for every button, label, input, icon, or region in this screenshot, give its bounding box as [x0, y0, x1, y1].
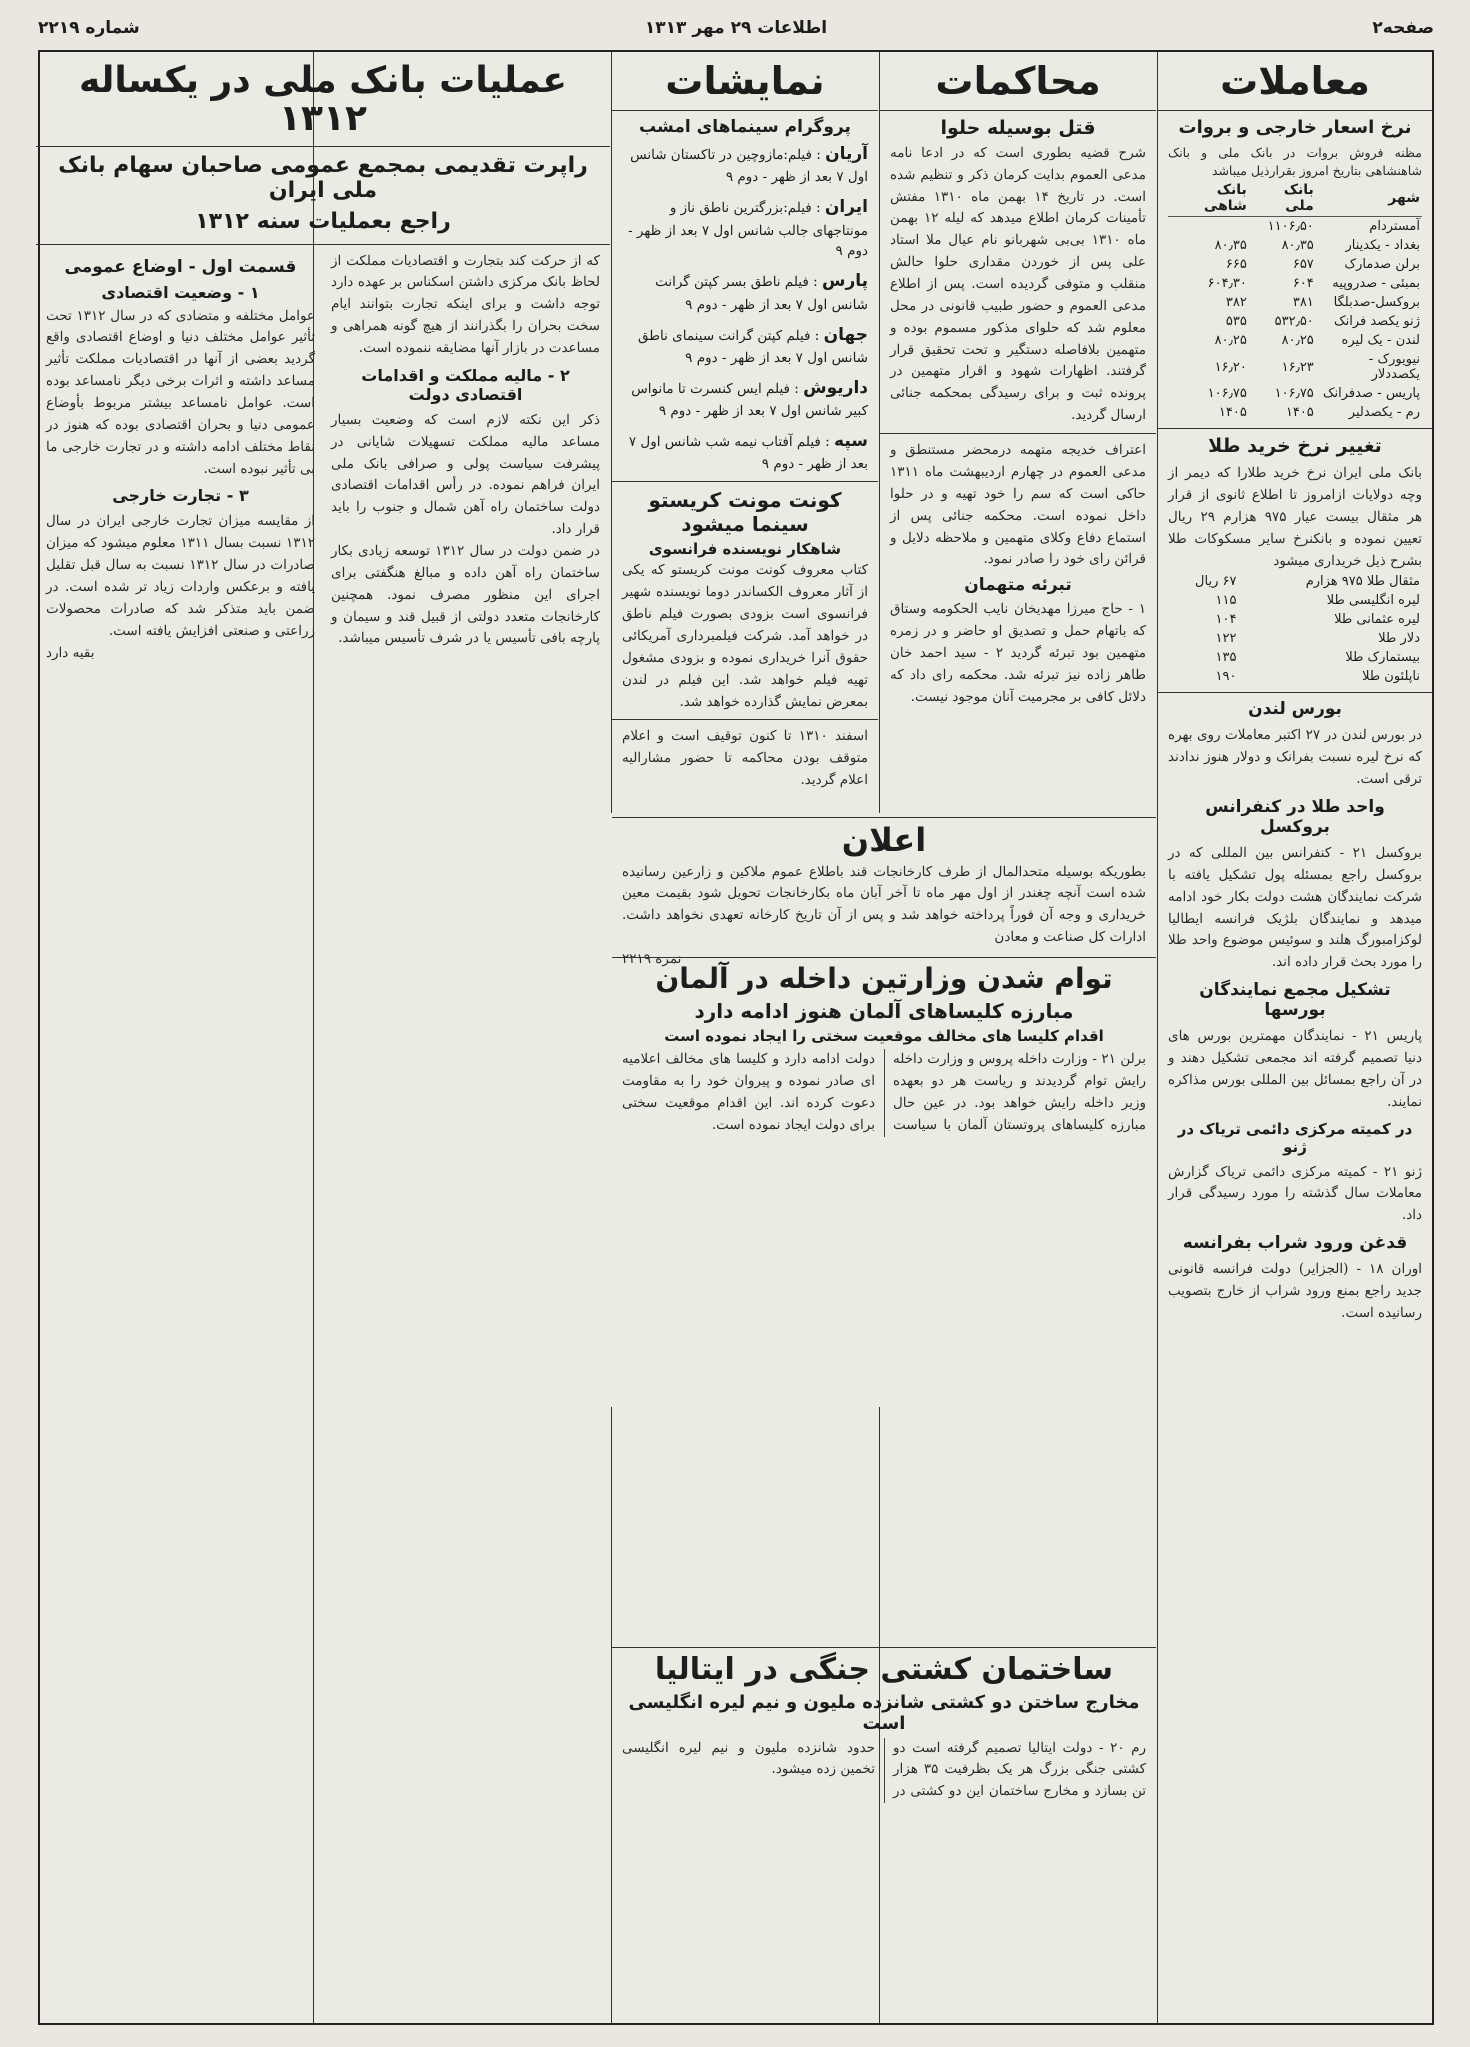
brokers-heading: تشکیل مجمع نمایندگان بورسها [1199, 980, 1391, 1021]
rates-heading: نرخ اسعار خارجی و بروات [1178, 116, 1412, 138]
bank-subtitle: راپرت تقدیمی بمجمع عمومی صاحبان سهام بانک ملی ایران [58, 152, 588, 203]
rate-shahi: ۱۴۰۵ [1218, 405, 1247, 421]
gold-price: ۱۳۵ [1215, 650, 1237, 666]
announcement-title: اعلان [841, 821, 927, 859]
rate-row [1168, 312, 1422, 331]
gold-price: ۱۱۵ [1215, 593, 1237, 609]
rate-shahi: ۸۰٫۳۵ [1214, 238, 1247, 254]
issue-number: شماره ۲۲۱۹ [38, 18, 140, 38]
rate-melli: ۱۶٫۲۳ [1281, 359, 1314, 375]
rate-city: پاریس - صدفرانک [1322, 386, 1420, 402]
germany-subheading: مبارزه کلیساهای آلمان هنوز ادامه دارد [694, 999, 1074, 1024]
gold-row [1168, 610, 1422, 629]
italy-text: رم ۲۰ - دولت ایتالیا تصمیم گرفته است دو کشتی جنگی بزرگ هر یک بظرفیت ۳۵ هزار تن بسازد و مخارج ساختمان این دو کشتی در حدود شانزده ملیون و نیم لیره انگلیسی تخمین زده میشود. [622, 1739, 1146, 1800]
cinema-item: جهان : فیلم کپتن گرانت سینمای ناطق شانس اول ۷ بعد از ظهر - دوم ۹ [638, 324, 868, 366]
cinema-item: آریان : فیلم:مازوچین در تاکستان شانس اول ۷ بعد از ظهر - دوم ۹ [630, 143, 868, 186]
wine-text: اوران ۱۸ - (الجزایر) دولت فرانسه قانونی جدید راجع بمنع ورود شراب از خارج بتصویب رسانیده است. [1168, 1261, 1422, 1321]
header-city: شهر [1316, 180, 1422, 217]
cinema-list [622, 141, 868, 476]
montecristo-subheading: شاهکار نویسنده فرانسوی [648, 540, 842, 559]
rate-melli: ۱۴۰۵ [1285, 405, 1314, 421]
rate-shahi: ۳۸۲ [1225, 295, 1247, 311]
transactions-title: معاملات [1220, 59, 1370, 103]
continued-note: بقیه دارد [46, 644, 95, 661]
bank-left-text: در ضمن دولت در سال ۱۳۱۲ توسعه زیادی بکار ساختمان راه آهن داده و مبالغ هنگفتی برای اجرای این منظور مصرف نمود. همچنین کارخانجات متعدد دولتی از قبیل قند و سیمان و پارچه بافی تأسیس یا در شرف تأسیس میباشد. [331, 543, 600, 647]
rate-melli: ۱۱۰۶٫۵۰ [1267, 219, 1314, 235]
gold-price: ۶۷ ریال [1195, 574, 1237, 590]
rate-city: آمستردام [1369, 219, 1420, 235]
bank-title: عملیات بانک ملی در یکساله ۱۳۱۲ [79, 60, 567, 139]
rate-row [1168, 293, 1422, 312]
rate-row [1168, 217, 1422, 237]
rate-city: بروکسل-صدبلگا [1333, 295, 1420, 311]
germany-title: توام شدن وزارتین داخله در آلمان [655, 962, 1113, 995]
rate-shahi: ۱۶٫۲۰ [1214, 359, 1247, 375]
part1-text: عوامل مختلفه و متضادی که در سال ۱۳۱۲ تحت تأثیر عوامل مختلف دنیا و اوضاع اقتصادی واقع گردید بعضی از آنها در اقتصادیات مملکت تأثیر مساعد داشته و اثرات برخی دیگر نامساعد بوده است. عوامل نامساعد بیشتر مربوط بأوضاع عمومی دنیا و بحران اقتصادی بوده که هنوز در نقاط مختلف ادامه داشته و در تجارت خارجی ما بی تأثیر نبوده است. [46, 307, 315, 477]
trials-body-1: شرح قضیه بطوری است که در ادعا نامه مدعی العموم بدایت کرمان ذکر و تنظیم شده است. در تاریخ ۱۴ بهمن ماه ۱۳۱۰ مفتش تأمینات کرمان اطلاع میدهد که لیله ۱۲ بهمن ماه ۱۳۱۰ بی‌بی شهربانو نام عیال ملا استاد علی پس از خوردن مقداری حلوا حالش منقلب و متوفی گردیده است. پس از اطلاع مدعی العموم و حضور طبیب قانونی در محل معلوم شد که حلوای مذکور مسموم بوده و متهمین بلافاصله دستگیر و تحت تحقیق قرار گرفتند. اظهارات شهود و اقرار متهمین در پرونده ثبت و برای رسیدگی بمحکمه جنائی ارسال گردید. [890, 144, 1146, 424]
wine-heading: قدغن ورود شراب بفرانسه [1182, 1233, 1408, 1254]
rate-shahi: ۵۳۵ [1225, 314, 1247, 330]
gold-row [1168, 629, 1422, 648]
rate-row [1168, 236, 1422, 255]
rate-melli: ۶۰۴ [1292, 276, 1314, 292]
trials-column [880, 52, 1156, 811]
rate-shahi: ۱۰۶٫۷۵ [1207, 386, 1247, 402]
gold-price: ۱۹۰ [1215, 669, 1237, 685]
rate-city: بمبئی - صدروپیه [1332, 276, 1420, 292]
shows-title: نمایشات [665, 59, 825, 103]
cinema-name: پارس [821, 271, 868, 292]
program-heading: پروگرام سینماهای امشب [639, 116, 851, 137]
rate-row [1168, 403, 1422, 422]
rate-city: نیویورک - یکصددلار [1368, 352, 1420, 383]
bank-subtitle-2: راجع بعملیات سنه ۱۳۱۲ [195, 208, 451, 234]
gold-row [1168, 648, 1422, 667]
gold-item: مثقال طلا ۹۷۵ هزارم [1305, 574, 1420, 590]
header-melli: بانک ملی [1249, 180, 1316, 217]
rate-row [1168, 274, 1422, 293]
finance-text: ذکر این نکته لازم است که وضعیت بسیار مساعد مالیه مملکت تسهیلات شایانی در پیشرفت سیاست پولی و صرافی بانک ملی ایران فراهم نموده. در رأس اقدامات اقتصادی دولت ساختمان راه آهن شمال و جنوب را باید قرار داد. [331, 411, 600, 538]
rate-row [1168, 350, 1422, 384]
rate-shahi: ۶۶۵ [1225, 257, 1247, 273]
cinema-program: فیلم ایس کنسرت تا مانواس کبیر شانس اول ۷ بعد از ظهر - دوم ۹ [631, 380, 868, 420]
date-line: اطلاعات ۲۹ مهر ۱۳۱۳ [644, 18, 828, 38]
gold-row [1168, 591, 1422, 610]
masthead [38, 12, 1434, 46]
italy-title: ساختمان کشتی جنگی در ایتالیا [654, 1652, 1114, 1687]
cinema-name: جهان [823, 324, 868, 345]
bank-col-right [331, 251, 600, 665]
bourse-heading: بورس لندن [1248, 699, 1342, 720]
gold-row [1168, 572, 1422, 591]
page-number: صفحه۲ [1372, 18, 1434, 38]
rate-row [1168, 255, 1422, 274]
montecristo-text: کتاب معروف کونت مونت کریستو که یکی از آثار معروف الکساندر دوما نویسنده شهیر فرانسوی است بزودی بصورت فیلم ناطق در خواهد آمد. شرکت فیلمبرداری آمریکائی حقوق آنرا خریداری نموده و بزودی مشغول تهیه فیلم خواهد شد. این فیلم در لندن بمعرض نمایش گذارده خواهد شد. [622, 562, 868, 710]
announcement-ref: نمره ۲۲۱۹ [622, 951, 682, 968]
rate-melli: ۱۰۶٫۷۵ [1274, 386, 1314, 402]
germany-story [612, 957, 1156, 1407]
rate-city: لندن - یک لیره [1341, 333, 1420, 349]
rate-shahi: ۶۰۴٫۳۰ [1207, 276, 1247, 292]
verdict-heading: تبرئه متهمان [964, 575, 1072, 596]
gold-row [1168, 667, 1422, 686]
rate-city: ژنو یکصد فرانک [1333, 314, 1420, 330]
gold-item: لیره انگلیسی طلا [1326, 593, 1420, 609]
cinema-program: فیلم آفتاب نیمه شب شانس اول ۷ بعد از ظهر - دوم ۹ [628, 434, 868, 473]
header-shahi: بانک شاهی [1168, 180, 1249, 217]
newspaper-page [38, 50, 1434, 2025]
gold-text: بانک ملی ایران نرخ خرید طلارا که دیمر از وچه دولایات ازامروز تا اطلاع ثانوی از قرار هر مثقال بیست عیار ۹۷۵ هزارم ۲۹ ریال تعیین نموده و بانکنرخ سایر مسکوکات طلا بشرح ذیل خریداری میشود [1168, 465, 1423, 569]
cinema-item: ایران : فیلم:بزرگترین ناطق ناز و مونتاجهای جالب شانس اول ۷ بعد از ظهر - دوم ۹ [628, 197, 868, 260]
cinema-item: سپه : فیلم آفتاب نیمه شب شانس اول ۷ بعد از ظهر - دوم ۹ [628, 431, 868, 473]
gold-item: دلار طلا [1378, 631, 1420, 647]
cinema-name: داریوش [803, 377, 868, 398]
bourse-text: در بورس لندن در ۲۷ اکتبر معاملات روی بهره که نرخ لیره نسبت بفرانک و دولار هنوز ندادند ترقی است. [1168, 727, 1422, 788]
rate-city: برلن صدمارک [1344, 257, 1420, 273]
cinema-program: فیلم ناطق بسر کپتن گرانت شانس اول ۷ بعد از ظهر - دوم ۹ [655, 274, 868, 313]
part1-heading: قسمت اول - اوضاع عمومی [64, 256, 297, 277]
cinema-program: فیلم کپتن گرانت سینمای ناطق شانس اول ۷ بعد از ظهر - دوم ۹ [638, 327, 868, 366]
gold-price: ۱۰۴ [1215, 612, 1237, 628]
cinema-name: ایران [824, 197, 868, 218]
part1-subheading: ۱ - وضعیت اقتصادی [101, 282, 260, 302]
notice-text: اسفند ۱۳۱۰ تا کنون توقیف است و اعلام متوقف بودن محاکمه تا حضور مشارالیه اعلام گردید. [622, 728, 868, 789]
rate-row [1168, 384, 1422, 403]
rate-city: بغداد - یکدینار [1345, 238, 1420, 254]
transactions-column [1158, 52, 1432, 2023]
announcement-text: بطوریکه بوسیله متحدالمال از طرف کارخانجات قند باطلاع عموم ملاکین و زارعین رسانیده شده است آنچه چغندر از اول مهر ماه تا آخر آبان ماه بکارخانجات تحویل شود بقیمت معین خریداری و وجه آن فوراً پرداخته خواهد شد و پس از آن تاریخ کارخانه تعهدی نخواهد داشت. ادارات کل صناعت و معادن [622, 863, 1146, 946]
germany-text: برلن ۲۱ - وزارت داخله پروس و وزارت داخله رایش توام گردیدند و ریاست هر دو بعهده وزیر داخله رایش خواهد بود. در عین حال مبارزه کلیساهای پروتستان آلمان با سیاست دولت ادامه دارد و کلیسا های مخالف اعلامیه ای صادر نموده و پیروان خود را به مقاومت دعوت کرده اند. این اقدام موقعیت سختی برای دولت ایجاد نموده است. [622, 1051, 1146, 1133]
rate-city: رم - یکصدلیر [1348, 405, 1420, 421]
gold-heading: تغییر نرخ خرید طلا [1208, 435, 1382, 458]
brokers-text: پاریس ۲۱ - نمایندگان مهمترین بورس های دنیا تصمیم گرفته اند مجمعی تشکیل دهند و در آن راجع بمسائل بین المللی بورس مذاکره نمایند. [1168, 1028, 1422, 1110]
trials-body-2: اعتراف خدیجه متهمه درمحضر مستنطق و مدعی العموم در چهارم اردیبهشت ماه ۱۳۱۱ حاکی است که سم را خود تهیه و در حلوا داخل نموده است. محکمه جنائی پس از استماع دفاع وکلای متهمین و ملاحظه دلایل و قرائن رای خود را صادر نمود. [890, 442, 1146, 568]
bank-col-left [46, 251, 315, 665]
bank-column [36, 52, 610, 2023]
cinema-item: پارس : فیلم ناطق بسر کپتن گرانت شانس اول ۷ بعد از ظهر - دوم ۹ [655, 271, 868, 313]
rate-shahi: ۸۰٫۲۵ [1214, 333, 1247, 349]
bank-intro-text: که از حرکت کند بتجارت و اقتصادیات مملکت از لحاظ بانک مرکزی داشتن اسکناس بر عهده دارد توجه داشت و برای اینکه تجارت بتوانند ایام سخت بحران را بگذرانند از هیچ گونه همراهی و مساعدت در بازار آنها مضایقه ننموده است. [331, 252, 600, 357]
germany-subheading-2: اقدام کلیسا های مخالف موقعیت سختی را ایجاد نموده است [664, 1027, 1104, 1046]
gold-table [1168, 572, 1422, 686]
finance-heading: ۲ - مالیه مملکت و اقدامات اقتصادی دولت [361, 365, 570, 404]
rate-row [1168, 331, 1422, 350]
rates-header-row [1168, 180, 1422, 217]
cinema-name: سپه [834, 431, 868, 452]
montecristo-heading: کونت مونت کریستو سینما میشود [648, 488, 842, 537]
shows-column [612, 52, 878, 811]
gold-item: لیره عثمانی طلا [1334, 612, 1420, 628]
rates-subtitle: مظنه فروش بروات در بانک ملی و بانک شاهنشاهی بتاریخ امروز بقرارذیل میباشد [1168, 144, 1422, 179]
opium-heading: در کمیته مرکزی دائمی تریاک در ژنو [1177, 1119, 1413, 1156]
rate-melli: ۳۸۱ [1292, 295, 1314, 311]
rate-shahi [1168, 217, 1249, 237]
gold-price: ۱۲۲ [1215, 631, 1237, 647]
rate-melli: ۵۳۲٫۵۰ [1274, 314, 1314, 330]
conference-text: بروکسل ۲۱ - کنفرانس بین المللی که در بروکسل راجع بمسئله پول تشکیل یافته با شرکت نمایندگان هشت دولت بکار خود ادامه میدهد و نمایندگان بلژیک فرانسه ایطالیا لوکزامبورگ هلند و سوئیس موضوع واحد طلا را مورد بحث قرار داده اند. [1168, 845, 1422, 971]
rate-melli: ۸۰٫۲۵ [1281, 333, 1314, 349]
italy-subheading: مخارج ساختن دو کشتی شانزده ملیون و نیم لیره انگلیسی است [628, 1691, 1140, 1734]
gold-item: بیستمارک طلا [1345, 650, 1420, 666]
conference-heading: واحد طلا در کنفرانس بروکسل [1205, 797, 1385, 838]
cinema-program: فیلم:بزرگترین ناطق ناز و مونتاجهای جالب شانس اول ۷ بعد از ظهر - دوم ۹ [628, 200, 868, 260]
gold-item: ناپلئون طلا [1362, 669, 1420, 685]
trials-title: محاکمات [935, 59, 1101, 103]
announcement-block [612, 817, 1156, 968]
opium-text: ژنو ۲۱ - کمیته مرکزی دائمی تریاک گزارش معاملات سال گذشته را مورد رسیدگی قرار داد. [1168, 1163, 1422, 1224]
trade-text: از مقایسه میزان تجارت خارجی ایران در سال ۱۳۱۲ نسبت بسال ۱۳۱۱ معلوم میشود که میزان صادرات در سال ۱۳۱۲ نسبت به سال قبل تقلیل یافته و برعکس واردات زیاد تر شده است. در ضمن باید متذکر شد که صادرات محصولات زراعتی و صنعتی افزایش یافته است. [46, 513, 315, 639]
cinema-program: فیلم:مازوچین در تاکستان شانس اول ۷ بعد از ظهر - دوم ۹ [630, 146, 868, 186]
rates-table [1168, 180, 1422, 422]
trade-heading: ۳ - تجارت خارجی [112, 486, 249, 506]
cinema-name: آریان [825, 143, 868, 164]
trials-subheading: قتل بوسیله حلوا [940, 116, 1096, 139]
rate-melli: ۸۰٫۳۵ [1281, 238, 1314, 254]
verdict-text: ۱ - حاج میرزا مهدیخان نایب الحکومه وستاق که باتهام حمل و تصدیق او حاضر و در زمره متهمین بود تبرئه گردید ۲ - سید احمد خان طاهر زاده نیز تبرئه شد. محکمه رای داد که دلائل کافی بر مجرمیت آنان موجود نیست. [890, 601, 1146, 705]
italy-story [612, 1647, 1156, 2023]
rate-melli: ۶۵۷ [1292, 257, 1314, 273]
cinema-item: داریوش : فیلم ایس کنسرت تا مانواس کبیر شانس اول ۷ بعد از ظهر - دوم ۹ [631, 377, 868, 420]
